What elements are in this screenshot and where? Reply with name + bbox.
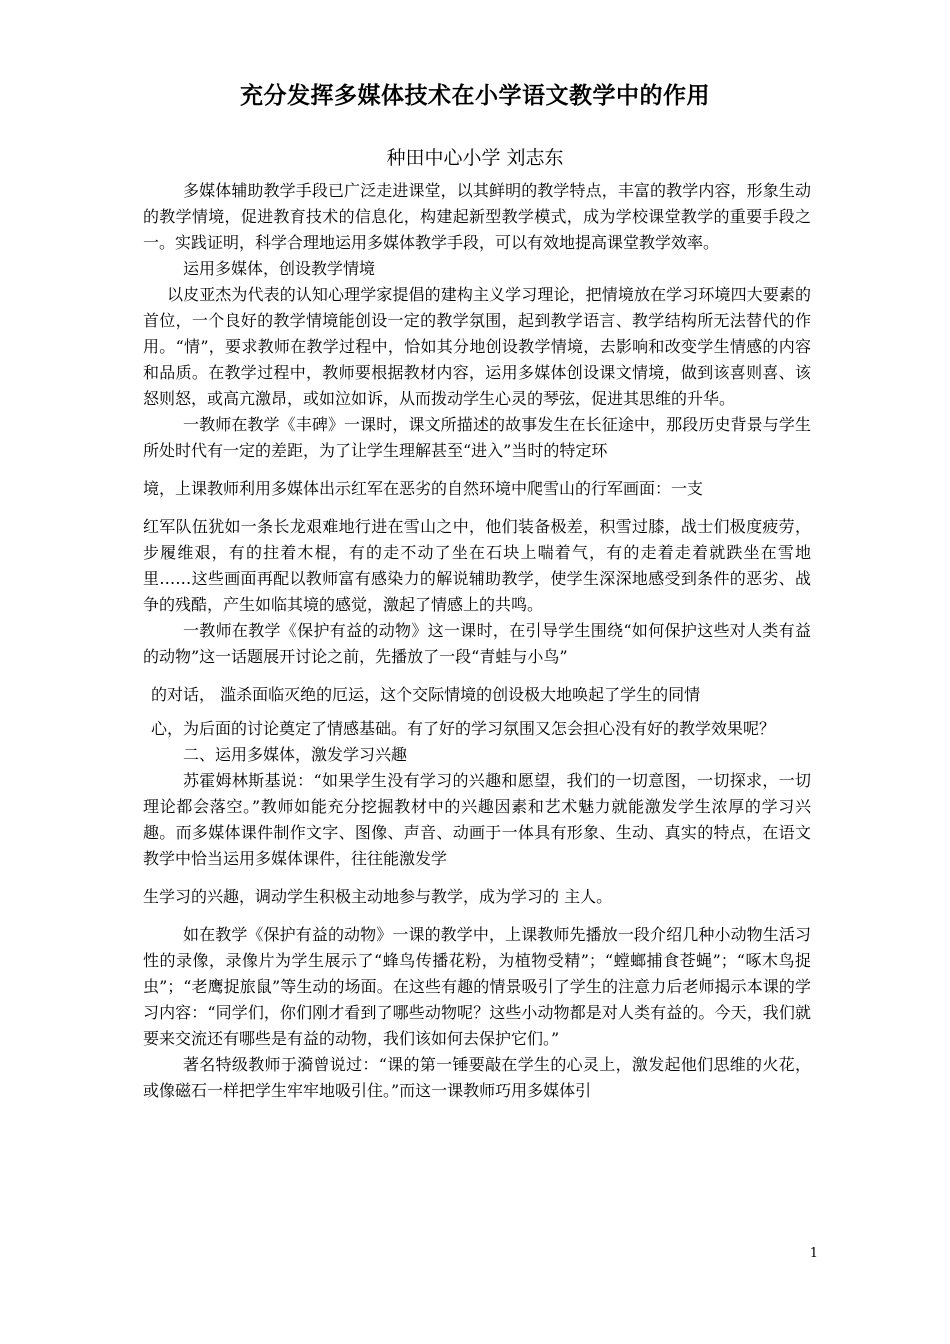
paragraph-intro: 多媒体辅助教学手段已广泛走进课堂，以其鲜明的教学特点，丰富的教学内容，形象生动的教学情境，促进教育技术的信息化，构建起新型教学模式，成为学校课堂教学的重要手段之一。实践证明，科学合理地运用多媒体教学手段，可以有效地提高课堂教学效率。 bbox=[143, 181, 811, 252]
section-heading-2: 二、运用多媒体，激发学习兴趣 bbox=[183, 745, 408, 764]
section-heading-1: 运用多媒体，创设教学情境 bbox=[183, 259, 376, 278]
paragraph-example-fengbei: 一教师在教学《丰碑》一课时，课文所描述的故事发生在长征途中，那段历史背景与学生所处时代有一定的差距，为了让学生理解甚至“进入”当时的特定环 bbox=[143, 415, 811, 460]
paragraph-example-animals: 一教师在教学《保护有益的动物》这一课时，在引导学生围绕“如何保护这些对人类有益的动物”这一话题展开讨论之前，先播放了一段“青蛙与小鸟” bbox=[143, 621, 811, 666]
document-title: 充分发挥多媒体技术在小学语文教学中的作用 bbox=[240, 83, 710, 109]
paragraph-example-fengbei-cont-2: 红军队伍犹如一条长龙艰难地行进在雪山之中，他们装备极差，积雪过膝，战士们极度疲劳，步履维艰，有的拄着木棍，有的走不动了坐在石块上喘着气，有的走着走着就跌坐在雪地里……这些画面再配以教师富有感染力的解说辅助教学，使学生深深地感受到条件的恶劣、战争的残酷，产生如临其境的感觉，激起了情感上的共鸣。 bbox=[143, 517, 811, 614]
paragraph-yuyi: 著名特级教师于漪曾说过：“课的第一锤要敲在学生的心灵上，激发起他们思维的火花，或像磁石一样把学生牢牢地吸引住。”而这一课教师巧用多媒体引 bbox=[143, 1055, 811, 1100]
paragraph-theory: 以皮亚杰为代表的认知心理学家提倡的建构主义学习理论，把情境放在学习环境四大要素的首位，一个良好的教学情境能创设一定的教学氛围，起到教学语言、教学结构所无法替代的作用。“情”，要求教师在教学过程中，恰如其分地创设教学情境，去影响和改变学生情感的内容和品质。在教学过程中，教师要根据教材内容，运用多媒体创设课文情境，做到该喜则喜、该怒则怒，或高亢激昂，或如泣如诉，从而拨动学生心灵的琴弦，促进其思维的升华。 bbox=[143, 285, 811, 408]
paragraph-suhomlinsky-cont: 生学习的兴趣，调动学生积极主动地参与教学，成为学习的 主人。 bbox=[143, 887, 613, 906]
paragraph-example-animals-cont-2: 心，为后面的讨论奠定了情感基础。有了好的学习氛围又怎会担心没有好的教学效果呢？ bbox=[151, 719, 776, 738]
document-body bbox=[143, 178, 811, 1104]
paragraph-example-video: 如在教学《保护有益的动物》一课的教学中，上课教师先播放一段介绍几种小动物生活习性的录像，录像片为学生展示了“蜂鸟传播花粉，为植物受精”；“螳螂捕食苍蝇”；“啄木鸟捉虫”；“老鹰捉旅鼠”等生动的场面。在这些有趣的情景吸引了学生的注意力后老师揭示本课的学习内容：“同学们，你们刚才看到了哪些动物呢？这些小动物都是对人类有益的。今天，我们就要来交流还有哪些是有益的动物，我们该如何去保护它们。” bbox=[143, 925, 811, 1048]
paragraph-example-fengbei-cont-1: 境，上课教师利用多媒体出示红军在恶劣的自然环境中爬雪山的行军画面：一支 bbox=[143, 479, 704, 498]
paragraph-example-animals-cont-1: 的对话， 滥杀面临灭绝的厄运，这个交际情境的创设极大地唤起了学生的同情 bbox=[151, 685, 701, 704]
paragraph-suhomlinsky: 苏霍姆林斯基说：“如果学生没有学习的兴趣和愿望，我们的一切意图，一切探求，一切理论都会落空。”教师如能充分挖掘教材中的兴趣因素和艺术魅力就能激发学生浓厚的学习兴趣。而多媒体课件制作文字、图像、声音、动画于一体具有形象、生动、真实的特点，在语文教学中恰当运用多媒体课件，往往能激发学 bbox=[143, 771, 811, 868]
document-author: 种田中心小学 刘志东 bbox=[386, 147, 564, 169]
page-number: 1 bbox=[809, 1246, 818, 1261]
